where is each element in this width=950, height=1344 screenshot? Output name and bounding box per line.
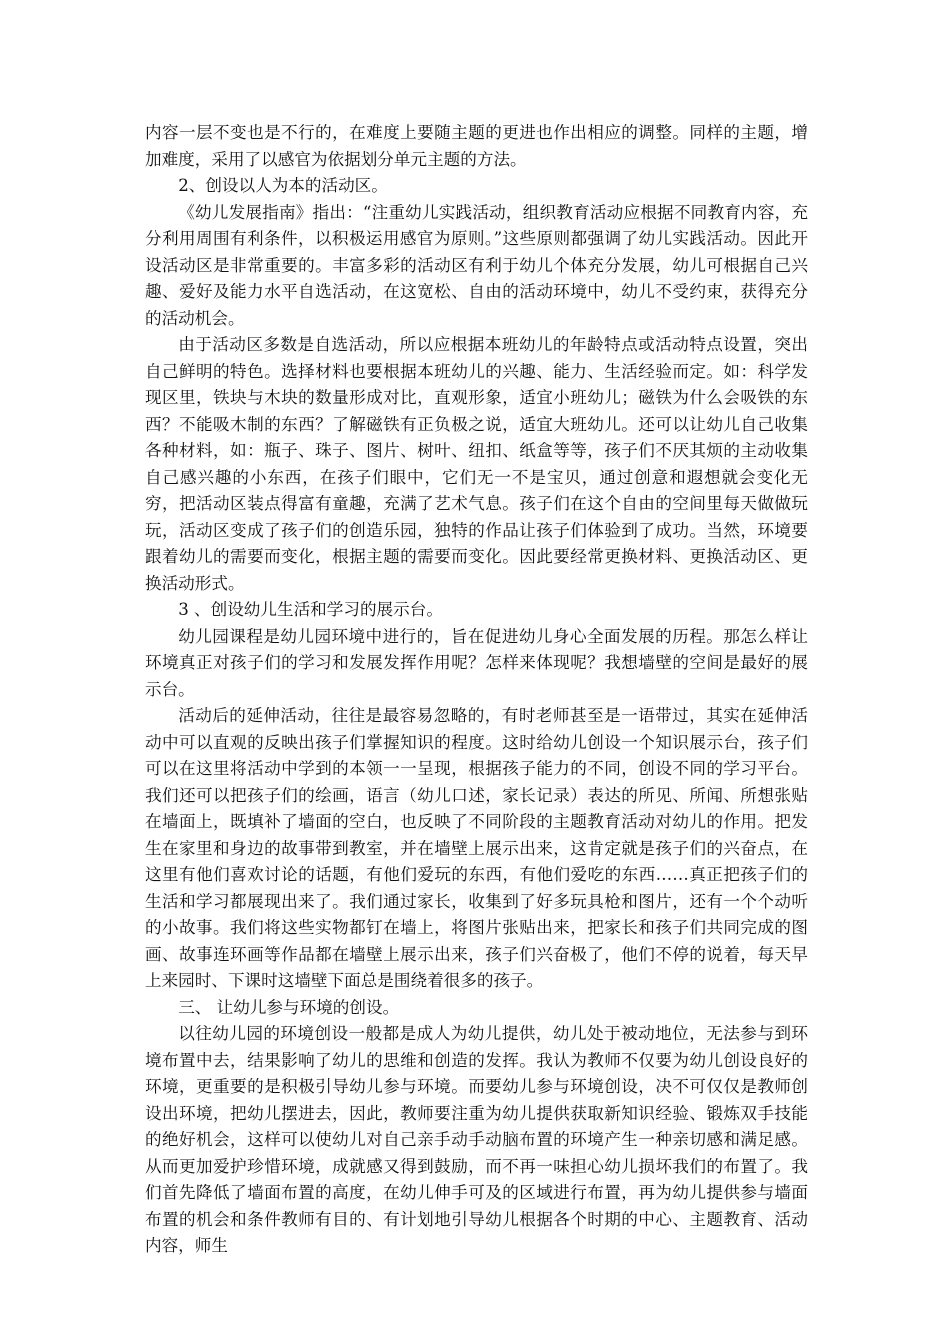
- paragraph-guideline-quote: 《幼儿发展指南》指出：“注重幼儿实践活动，组织教育活动应根据不同教育内容，充分利用周围有利条件，以积极运用感官为原则。”这些原则都强调了幼儿实践活动。因此开设活动区是非常重要的。丰富多彩的活动区有利于幼儿个体充分发展，幼儿可根据自己兴趣、爱好及能力水平自选活动，在这宽松、自由的活动环境中，幼儿不受约束，获得充分的活动机会。: [145, 202, 808, 328]
- section-heading-three: 三、 让幼儿参与环境的创设。: [178, 997, 400, 1017]
- section-heading-3: 3 、创设幼儿生活和学习的展示台。: [178, 600, 443, 619]
- section-heading-2: 2、创设以人为本的活动区。: [178, 176, 388, 195]
- paragraph-curriculum: 幼儿园课程是幼儿园环境中进行的，旨在促进幼儿身心全面发展的历程。那怎么样让环境真正对孩子们的学习和发展发挥作用呢？怎样来体现呢？我想墙壁的空间是最好的展示台。: [145, 626, 808, 699]
- paragraph-continuation: 内容一层不变也是不行的，在难度上要随主题的更进也作出相应的调整。同样的主题，增加难度，采用了以感官为依据划分单元主题的方法。: [145, 123, 808, 169]
- paragraph-child-participation: 以往幼儿园的环境创设一般都是成人为幼儿提供，幼儿处于被动地位，无法参与到环境布置中去，结果影响了幼儿的思维和创造的发挥。我认为教师不仅要为幼儿创设良好的环境，更重要的是积极引导幼儿参与环境。而要幼儿参与环境创设，决不可仅仅是教师创设出环境，把幼儿摆进去，因此，教师要注重为幼儿提供获取新知识经验、锻炼双手技能的绝好机会，这样可以使幼儿对自己亲手动手动脑布置的环境产生一种亲切感和满足感。从而更加爱护珍惜环境，成就感又得到鼓励，而不再一味担心幼儿损坏我们的布置了。我们首先降低了墙面布置的高度，在幼儿伸手可及的区域进行布置，再为幼儿提供参与墙面布置的机会和条件教师有目的、有计划地引导幼儿根据各个时期的中心、主题教育、活动内容，师生: [145, 1024, 808, 1255]
- document-page: [145, 120, 808, 1260]
- paragraph-activity-areas: 由于活动区多数是自选活动，所以应根据本班幼儿的年龄特点或活动特点设置，突出自己鲜明的特色。选择材料也要根据本班幼儿的兴趣、能力、生活经验而定。如：科学发现区里，铁块与木块的数量形成对比，直观形象，适宜小班幼儿；磁铁为什么会吸铁的东西？不能吸木制的东西？了解磁铁有正负极之说，适宜大班幼儿。还可以让幼儿自己收集各种材料，如：瓶子、珠子、图片、树叶、纽扣、纸盒等等，孩子们不厌其烦的主动收集自己感兴趣的小东西，在孩子们眼中，它们无一不是宝贝，通过创意和遐想就会变化无穷，把活动区装点得富有童趣，充满了艺术气息。孩子们在这个自由的空间里每天做做玩玩，活动区变成了孩子们的创造乐园，独特的作品让孩子们体验到了成功。当然，环境要跟着幼儿的需要而变化，根据主题的需要而变化。因此要经常更换材料、更换活动区、更换活动形式。: [145, 335, 808, 593]
- paragraph-extension-activities: 活动后的延伸活动，往往是最容易忽略的，有时老师甚至是一语带过，其实在延伸活动中可以直观的反映出孩子们掌握知识的程度。这时给幼儿创设一个知识展示台，孩子们可以在这里将活动中学到的本领一一呈现，根据孩子能力的不同，创设不同的学习平台。我们还可以把孩子们的绘画，语言（幼儿口述，家长记录）表达的所见、所闻、所想张贴在墙面上，既填补了墙面的空白，也反映了不同阶段的主题教育活动对幼儿的作用。把发生在家里和身边的故事带到教室，并在墙壁上展示出来，这肯定就是孩子们的兴奋点，在这里有他们喜欢讨论的话题，有他们爱玩的东西，有他们爱吃的东西……真正把孩子们的生活和学习都展现出来了。我们通过家长，收集到了好多玩具枪和图片，还有一个个动听的小故事。我们将这些实物都钉在墙上，将图片张贴出来，把家长和孩子们共同完成的图画、故事连环画等作品都在墙壁上展示出来，孩子们兴奋极了，他们不停的说着，每天早上来园时、下课时这墙壁下面总是围绕着很多的孩子。: [145, 706, 808, 990]
